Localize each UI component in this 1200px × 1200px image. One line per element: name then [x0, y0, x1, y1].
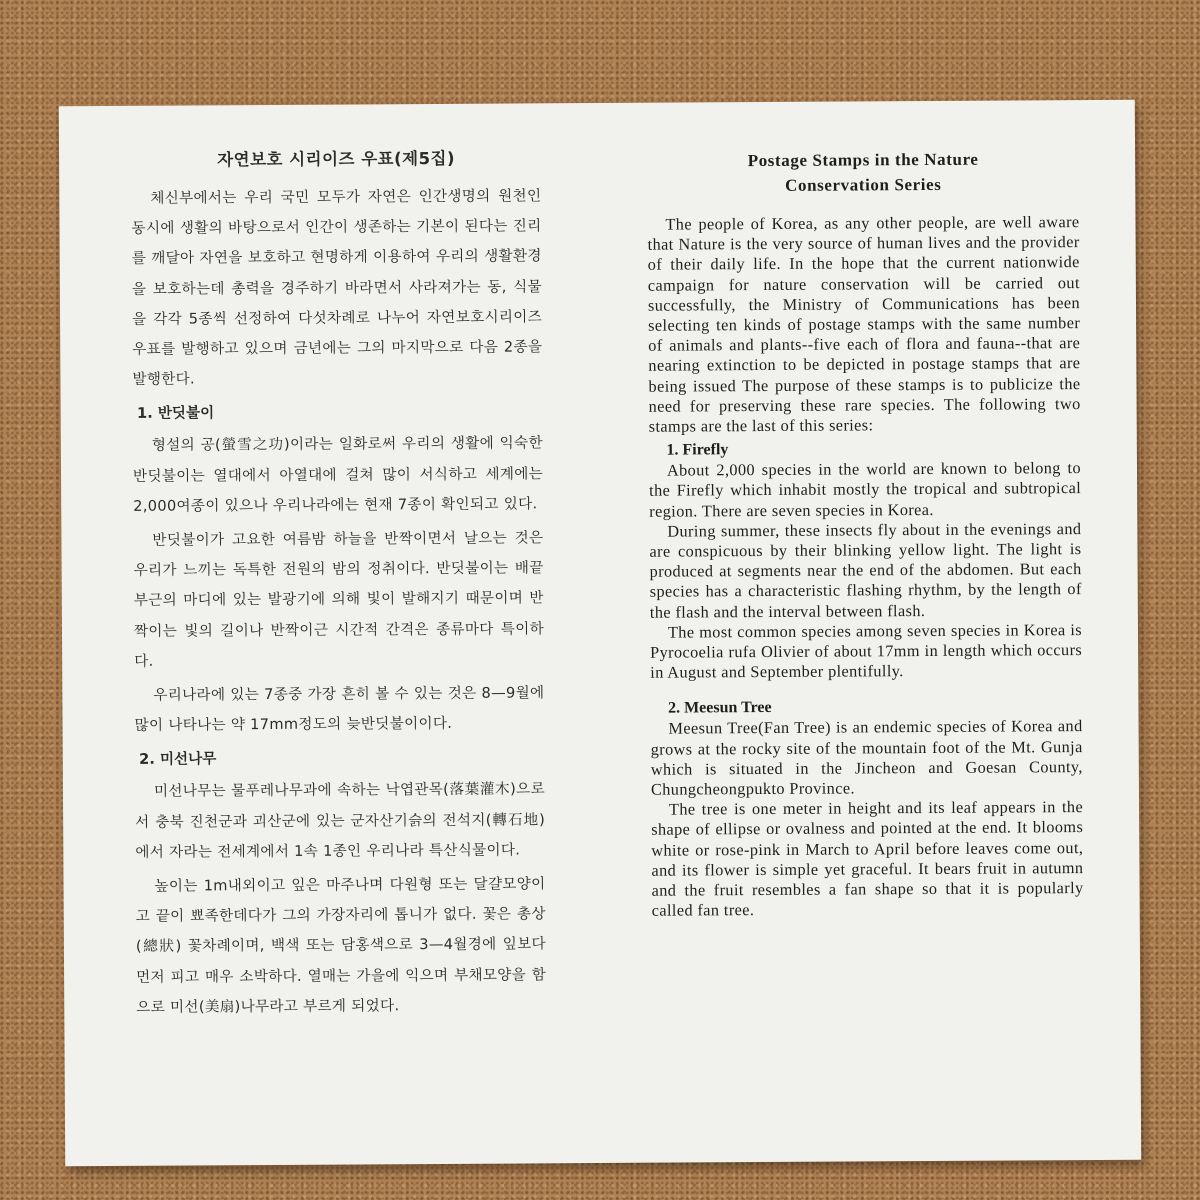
korean-section1-paragraph: 반딧불이가 고요한 여름밤 하늘을 반짝이면서 날으는 것은 우리가 느끼는 독특한 전원의 밤의 정취이다. 반딧불이는 배끝부근의 마디에 있는 발광기에 의해 빛이 발해지기 때문이며 반짝이는 빛의 길이나 반짝이근 시간적 간격은 종류마다 특이하다.	[133, 529, 545, 670]
korean-column	[131, 145, 546, 1027]
english-section1-paragraph: The most common species among seven species in Korea is Pyrocoelia rufa Olivier of about 17mm in length which occurs in August and September plentifully.	[650, 619, 1083, 682]
korean-section1-paragraph: 우리나라에 있는 7종중 가장 흔히 볼 수 있는 것은 8—9월에 많이 나타나는 약 17mm정도의 늦반딧불이이다.	[134, 684, 545, 735]
english-section2-paragraph: Meesun Tree(Fan Tree) is an endemic species of Korea and grows at the rocky site of the mountain foot of the Mt. Gunja which is situated in the Jincheon and Goesan County, Chungcheongpukto Province.	[650, 716, 1083, 799]
korean-section2-heading: 2. 미선나무	[139, 750, 217, 769]
english-title	[647, 146, 1079, 199]
korean-section2-paragraph: 높이는 1m내외이고 잎은 마주나며 다원형 또는 달걀모양이고 끝이 뾰족한데다가 그의 가장자리에 톱니가 없다. 꽃은 총상(總狀) 꽃차례이며, 백색 또는 담홍색으로 3—4월경에 잎보다 먼저 피고 매우 소박하다. 열매는 가을에 익으며 부채모양을 함으로 미선(美扇)나무라고 부르게 되었다.	[135, 875, 547, 1016]
korean-section2-paragraph: 미선나무는 물푸레나무과에 속하는 낙엽관목(落葉灌木)으로서 충북 진천군과 괴산군에 있는 군자산기슭의 전석지(轉石地)에서 자라는 전세계에서 1속 1종인 우리나라 특산식물이다.	[135, 780, 546, 861]
english-section1-paragraph: About 2,000 species in the world are known to belong to the Firefly which inhabit mostly the tropical and subtropical region. There are seven species in Korea.	[649, 458, 1082, 521]
english-section2-heading: 2. Meesun Tree	[668, 699, 772, 718]
english-section1-paragraph: During summer, these insects fly about in the evenings and are conspicuous by their blinking yellow light. The light is produced at segments near the end of the abdomen. But each species has a characteristic flashing rhythm, by the length of the flash and the interval between flash.	[649, 518, 1082, 622]
korean-intro: 체신부에서는 우리 국민 모두가 자연은 인간생명의 원천인 동시에 생활의 바탕으로서 인간이 생존하는 기본이 된다는 진리를 깨달아 자연을 보호하고 현명하게 이용하여 우리의 생활환경을 보호하는데 총력을 경주하기 바라면서 사라져가는 동, 식물을 각각 5종씩 선정하여 다섯차례로 나누어 자연보호시리이즈 우표를 발행하고 있으며 금년에는 그의 마지막으로 다음 2종을 발행한다.	[131, 187, 543, 389]
korean-section1-paragraph: 형설의 공(螢雪之功)이라는 일화로써 우리의 생활에 익숙한 반딧불이는 열대에서 아열대에 걸쳐 많이 서식하고 세계에는 2,000여종이 있으나 우리나라에는 현재 7종이 확인되고 있다.	[132, 434, 544, 515]
english-column	[647, 142, 1084, 921]
english-title-line2: Conservation Series	[785, 174, 942, 195]
korean-section1-heading: 1. 반딧불이	[136, 404, 215, 423]
korean-title: 자연보호 시리이즈 우표(제5집)	[217, 148, 456, 170]
english-section2-paragraph: The tree is one meter in height and its leaf appears in the shape of ellipse or ovalness and pointed at the end. It blooms white or rose-pink in March to April before leaves come out, and its flower is simple yet graceful. It bears fruit in autumn and the fruit resembles a fan shape so that it is popularly called fan tree.	[651, 797, 1084, 920]
english-intro: The people of Korea, as any other people, are well aware that Nature is the very source of human lives and the provider of their daily life. In the hope that the current nationwide campaign for nature conservation will be carried out successfully, the Ministry of Communications has been selecting ten kinds of postage stamps with the same number of animals and plants--five each of flora and fauna--that are nearing extinction to be depicted in postage stamps that are being issued The purpose of these stamps is to publicize the need for preserving these rare species. The following two stamps are the last of this series:	[647, 212, 1081, 436]
english-section1-heading: 1. Firefly	[666, 441, 729, 459]
stamp-leaflet-card	[59, 100, 1141, 1167]
english-title-line1: Postage Stamps in the Nature	[747, 149, 979, 171]
